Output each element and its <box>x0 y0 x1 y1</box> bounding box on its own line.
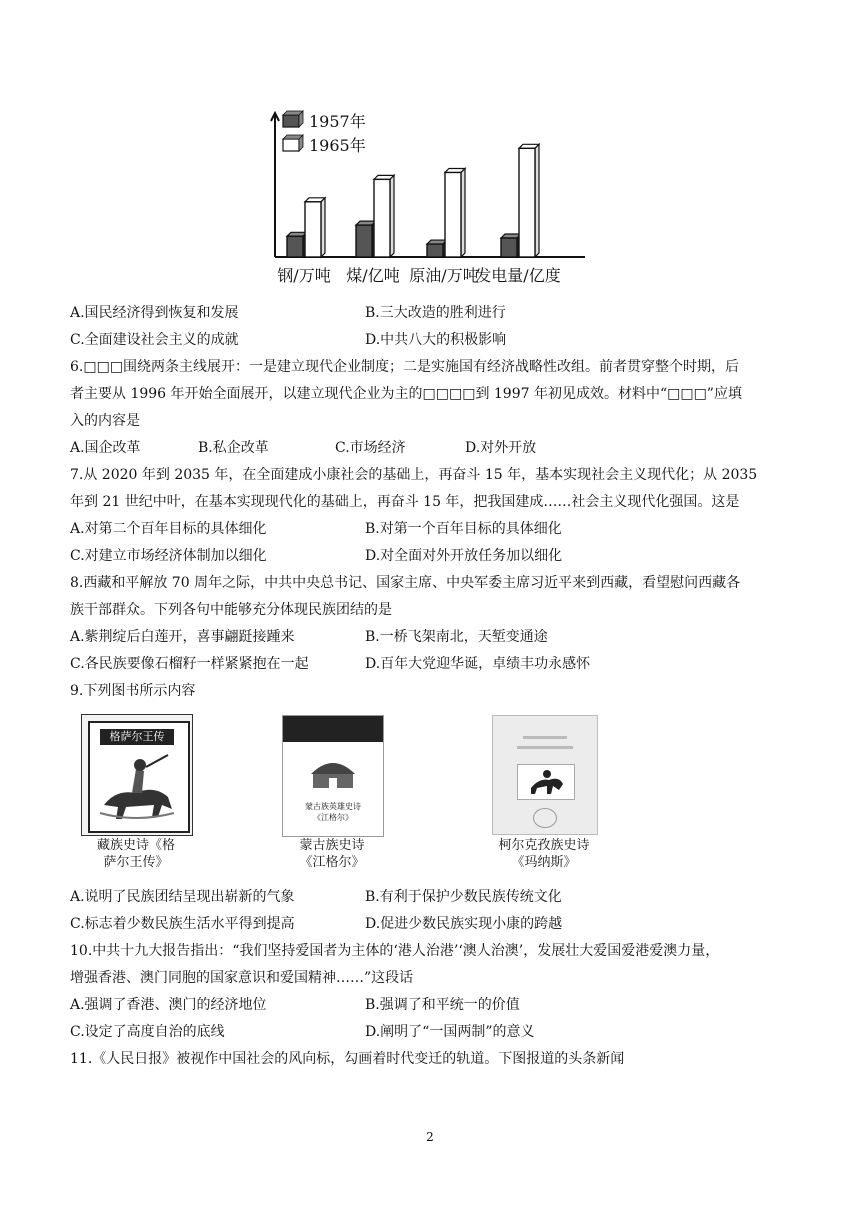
bar-2-1 <box>445 172 461 257</box>
q5-option-c[interactable]: C.全面建设社会主义的成就 <box>70 332 239 348</box>
q10-option-a[interactable]: A.强调了香港、澳门的经济地位 <box>70 997 267 1013</box>
q8-option-d[interactable]: D.百年大党迎华诞，卓绩丰功永感怀 <box>365 656 591 672</box>
q8-option-a[interactable]: A.紫荆绽后白莲开，喜事翩跹接踵来 <box>70 629 295 645</box>
legend-label-1: 1965年 <box>309 136 366 155</box>
horse-rider-illustration-manas <box>529 768 565 796</box>
q5-option-d[interactable]: D.中共八大的积极影响 <box>365 332 507 348</box>
q10-stem-line-2: 增强香港、澳门同胞的国家意识和爱国精神……”这段话 <box>70 970 414 986</box>
q6-option-a[interactable]: A.国企改革 <box>70 440 141 456</box>
q9-stem: 9.下列图书所示内容 <box>70 683 196 699</box>
bar-1-1 <box>374 179 390 257</box>
caption-gesar-line-1: 藏族史诗《格 <box>96 838 175 853</box>
q6-stem-line-3: 入的内容是 <box>70 413 140 429</box>
caption-manas-line-1: 柯尔克孜族史诗 <box>498 838 590 853</box>
q6-stem-line-2: 者主要从 1996 年开始全面展开，以建立现代企业为主的□□□□到 1997 年初见成效。材料中“□□□”应填 <box>70 386 742 402</box>
q6-option-d[interactable]: D.对外开放 <box>465 440 537 456</box>
q8-option-b[interactable]: B.一桥飞架南北，天堑变通途 <box>365 629 548 645</box>
book-cover-manas <box>492 715 598 835</box>
q10-option-d[interactable]: D.阐明了“一国两制”的意义 <box>365 1024 535 1040</box>
q8-stem-line-1: 8.西藏和平解放 70 周年之际，中共中央总书记、国家主席、中央军委主席习近平来到西藏，看望慰问西藏各 <box>70 575 741 591</box>
q7-option-c[interactable]: C.对建立市场经济体制加以细化 <box>70 548 267 564</box>
q10-stem-line-1: 10.中共十九大报告指出：“我们坚持爱国者为主体的‘港人治港’‘澳人治澳’，发展壮大爱国爱港爱澳力量， <box>70 943 720 959</box>
bar-2-0 <box>427 244 443 257</box>
q6-stem-line-1: 6.□□□围绕两条主线展开：一是建立现代企业制度；二是实施国有经济战略性改组。前者贯穿整个时期，后 <box>70 359 740 375</box>
q9-option-c[interactable]: C.标志着少数民族生活水平得到提高 <box>70 916 295 932</box>
book-cover-gesar-title: 格萨尔王传 <box>100 729 174 745</box>
chart-x-labels <box>277 266 560 285</box>
legend-swatch-1 <box>283 139 299 151</box>
q9-option-b[interactable]: B.有利于保护少数民族传统文化 <box>365 889 562 905</box>
q7-stem-line-1: 7.从 2020 年到 2035 年，在全面建成小康社会的基础上，再奋斗 15 年，基本实现社会主义现代化；从 2035 <box>70 467 758 483</box>
caption-manas-line-2: 《玛纳斯》 <box>511 855 577 870</box>
x-label-3: 发电量/亿度 <box>475 266 561 285</box>
bar-1-0 <box>356 225 372 257</box>
q7-stem-line-2: 年到 21 世纪中叶，在基本实现现代化的基础上，再奋斗 15 年，把我国建成……社会主义现代化强国。这是 <box>70 494 740 510</box>
page-number: 2 <box>426 1130 434 1144</box>
legend-label-0: 1957年 <box>309 112 366 131</box>
caption-gesar-line-2: 萨尔王传》 <box>103 855 169 870</box>
q11-stem: 11.《人民日报》被视作中国社会的风向标，勾画着时代变迁的轨道。下图报道的头条新闻 <box>70 1051 625 1067</box>
q6-option-b[interactable]: B.私企改革 <box>198 440 269 456</box>
x-label-2: 原油/万吨 <box>409 266 479 285</box>
q8-option-c[interactable]: C.各民族要像石榴籽一样紧紧抱在一起 <box>70 656 309 672</box>
bar-0-1 <box>305 202 321 257</box>
q9-option-d[interactable]: D.促进少数民族实现小康的跨越 <box>365 916 563 932</box>
x-label-1: 煤/亿吨 <box>346 266 400 285</box>
q7-option-d[interactable]: D.对全面对外开放任务加以细化 <box>365 548 563 564</box>
caption-jangar-line-1: 蒙古族史诗 <box>299 838 365 853</box>
book-cover-jangar-line-2: 《江格尔》 <box>313 813 353 822</box>
chart-legend <box>283 111 366 155</box>
chart-bars <box>287 144 539 257</box>
q7-option-a[interactable]: A.对第二个百年目标的具体细化 <box>70 521 267 537</box>
bar-3-0 <box>501 238 517 257</box>
caption-jangar-line-2: 《江格尔》 <box>299 855 365 870</box>
bar-0-0 <box>287 236 303 257</box>
q10-option-b[interactable]: B.强调了和平统一的价值 <box>365 997 520 1013</box>
q5-option-a[interactable]: A.国民经济得到恢复和发展 <box>70 305 239 321</box>
q7-option-b[interactable]: B.对第一个百年目标的具体细化 <box>365 521 562 537</box>
q9-option-a[interactable]: A.说明了民族团结呈现出崭新的气象 <box>70 889 295 905</box>
q10-option-c[interactable]: C.设定了高度自治的底线 <box>70 1024 225 1040</box>
yurt-illustration <box>307 750 359 790</box>
production-bar-chart <box>255 105 595 290</box>
book-cover-jangar <box>282 715 384 837</box>
horse-rider-illustration <box>96 753 178 823</box>
book-cover-gesar <box>81 714 193 836</box>
x-label-0: 钢/万吨 <box>277 266 331 285</box>
bar-3-1 <box>519 148 535 257</box>
legend-swatch-0 <box>283 115 299 127</box>
q5-option-b[interactable]: B.三大改造的胜利进行 <box>365 305 506 321</box>
q6-option-c[interactable]: C.市场经济 <box>335 440 406 456</box>
book-cover-jangar-line-1: 蒙古族英雄史诗 <box>305 802 361 811</box>
q8-stem-line-2: 族干部群众。下列各句中能够充分体现民族团结的是 <box>70 602 392 618</box>
